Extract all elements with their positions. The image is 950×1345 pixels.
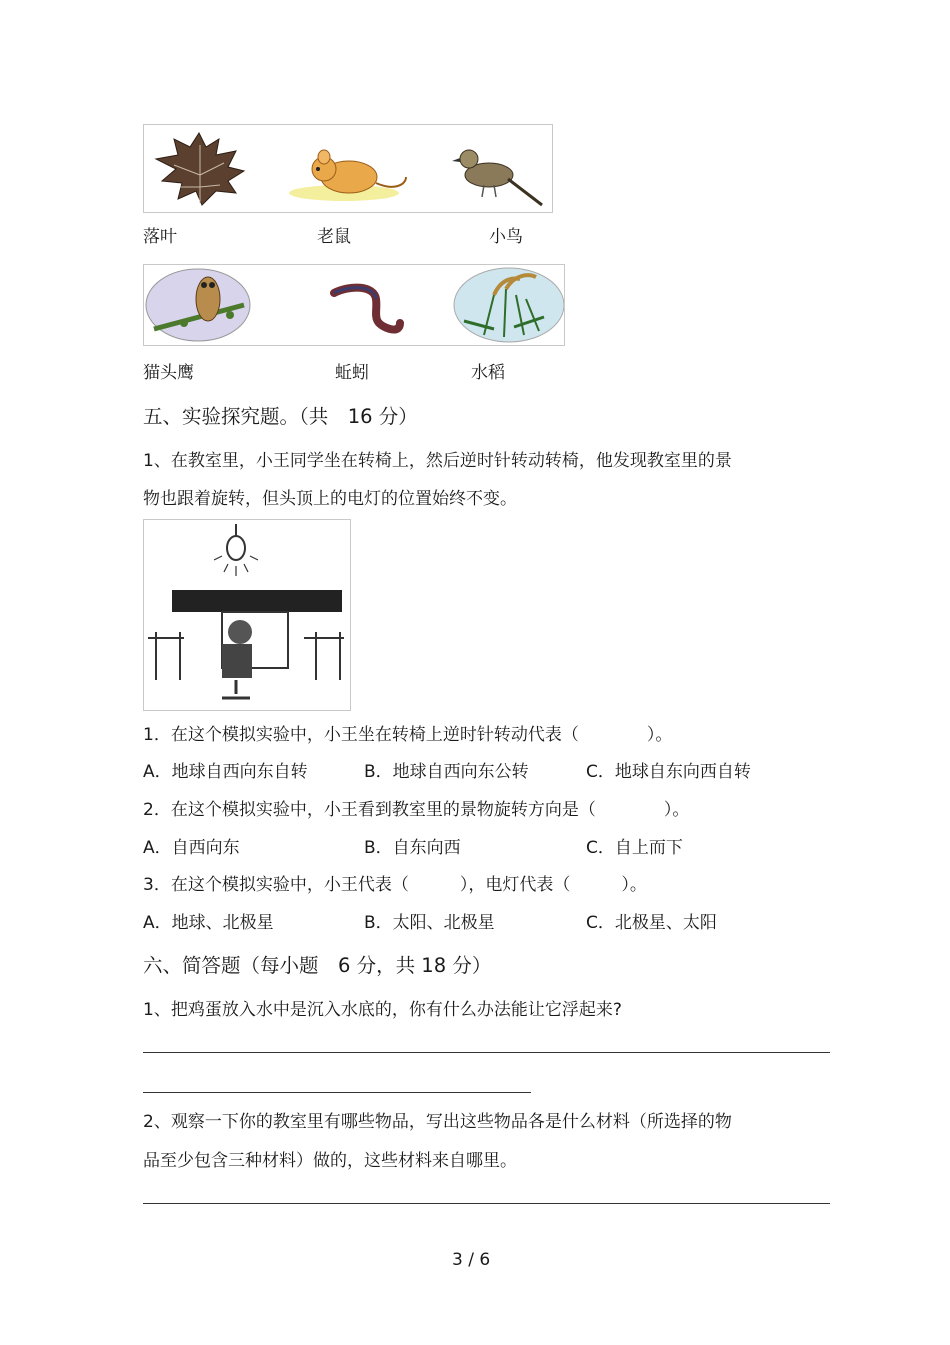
option-3-b: B．太阳、北极星 <box>364 913 495 933</box>
label-fallen-leaf: 落叶 <box>143 227 177 247</box>
sub-question-3: 3．在这个模拟实验中，小王代表（ ），电灯代表（ ）。 <box>143 875 647 895</box>
answer-line-6-1-a[interactable] <box>143 1052 830 1053</box>
option-1-c: C．地球自东向西自转 <box>586 762 751 782</box>
mouse-picture <box>289 150 406 201</box>
question-5-1-line-1: 1、在教室里，小王同学坐在转椅上，然后逆时针转动转椅，他发现教室里的景 <box>143 451 732 471</box>
light-bulb-picture <box>214 524 258 576</box>
option-2-a: A．自西向东 <box>143 838 240 858</box>
option-3-a: A．地球、北极星 <box>143 913 274 933</box>
section-5-title: 五、实验探究题。（共 16 分） <box>143 405 418 428</box>
option-2-c: C．自上而下 <box>586 838 683 858</box>
question-6-1: 1、把鸡蛋放入水中是沉入水底的，你有什么办法能让它浮起来? <box>143 1000 622 1020</box>
organisms-image-row-2 <box>143 264 565 346</box>
answer-line-6-1-b[interactable] <box>143 1092 531 1093</box>
leaf-picture <box>156 133 244 205</box>
option-1-a: A．地球自西向东自转 <box>143 762 308 782</box>
page-number: 3 / 6 <box>452 1250 491 1270</box>
answer-line-6-2-a[interactable] <box>143 1203 830 1204</box>
sub-question-2: 2．在这个模拟实验中，小王看到教室里的景物旋转方向是（ ）。 <box>143 800 690 820</box>
label-owl: 猫头鹰 <box>143 363 194 383</box>
question-5-1-line-2: 物也跟着旋转，但头顶上的电灯的位置始终不变。 <box>143 489 517 509</box>
classroom-rotating-chair-image <box>143 519 351 711</box>
label-earthworm: 蚯蚓 <box>335 363 369 383</box>
option-2-b: B．自东向西 <box>364 838 461 858</box>
owl-picture <box>146 269 250 341</box>
question-6-2-line-2: 品至少包含三种材料）做的，这些材料来自哪里。 <box>143 1151 517 1171</box>
section-6-title: 六、简答题（每小题 6 分，共 18 分） <box>143 954 492 977</box>
bird-picture <box>452 150 542 205</box>
label-bird: 小鸟 <box>489 227 523 247</box>
earthworm-picture <box>334 288 400 330</box>
option-1-b: B．地球自西向东公转 <box>364 762 529 782</box>
label-mouse: 老鼠 <box>317 227 351 247</box>
option-3-c: C．北极星、太阳 <box>586 913 717 933</box>
organisms-image-row-1 <box>143 124 553 213</box>
rice-picture <box>454 268 564 342</box>
sub-question-1: 1．在这个模拟实验中，小王坐在转椅上逆时针转动代表（ ）。 <box>143 725 673 745</box>
label-rice: 水稻 <box>471 363 505 383</box>
question-6-2-line-1: 2、观察一下你的教室里有哪些物品，写出这些物品各是什么材料（所选择的物 <box>143 1112 732 1132</box>
